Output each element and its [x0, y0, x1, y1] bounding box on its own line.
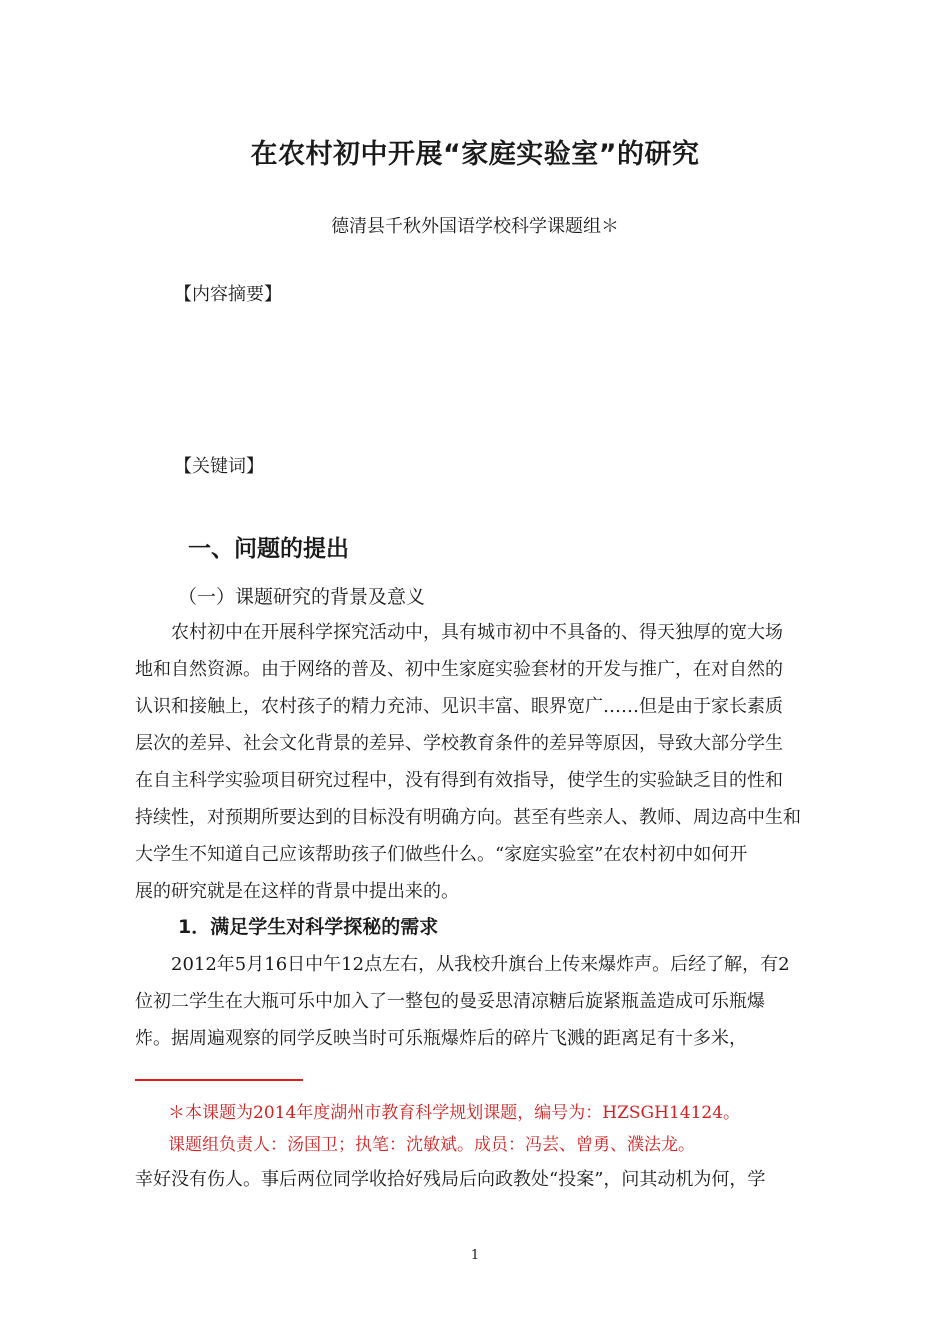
footnote-separator [135, 1079, 303, 1081]
paragraph-line: 展的研究就是在这样的背景中提出来的。 [135, 881, 459, 902]
subsection-heading: （一）课题研究的背景及意义 [178, 586, 426, 608]
paragraph-line: 地和自然资源。由于网络的普及、初中生家庭实验套材的开发与推广，在对自然的 [135, 659, 783, 680]
footnote-line: 课题组负责人：汤国卫；执笔：沈敏斌。成员：冯芸、曾勇、濮法龙。 [168, 1135, 695, 1155]
paragraph-line: 位初二学生在大瓶可乐中加入了一整包的曼妥思清凉糖后旋紧瓶盖造成可乐瓶爆 [135, 991, 765, 1012]
page-number: 1 [470, 1248, 480, 1263]
paragraph-line: 农村初中在开展科学探究活动中，具有城市初中不具备的、得天独厚的宽大场 [135, 622, 783, 643]
paragraph-line: 持续性，对预期所要达到的目标没有明确方向。甚至有些亲人、教师、周边高中生和 [135, 807, 801, 828]
abstract-label: 【内容摘要】 [174, 284, 282, 305]
paragraph-line: 在自主科学实验项目研究过程中，没有得到有效指导，使学生的实验缺乏目的性和 [135, 770, 783, 791]
document-title: 在农村初中开展“家庭实验室”的研究 [250, 139, 700, 170]
paragraph-line: 炸。据周遍观察的同学反映当时可乐瓶爆炸后的碎片飞溅的距离足有十多米， [135, 1028, 747, 1049]
author-line: 德清县千秋外国语学校科学课题组＊ [331, 216, 619, 237]
footnote-line: ＊本课题为2014年度湖州市教育科学规划课题，编号为：HZSGH14124。 [168, 1103, 741, 1123]
section-heading: 一、问题的提出 [188, 536, 349, 562]
paragraph-line: 2012年5月16日中午12点左右，从我校升旗台上传来爆炸声。后经了解，有2 [135, 954, 790, 975]
paragraph-line: 认识和接触上，农村孩子的精力充沛、见识丰富、眼界宽广……但是由于家长素质 [135, 696, 783, 717]
paragraph-line: 大学生不知道自己应该帮助孩子们做些什么。“家庭实验室”在农村初中如何开 [135, 844, 748, 865]
point-heading: 1．满足学生对科学探秘的需求 [178, 916, 439, 938]
keywords-label: 【关键词】 [174, 456, 264, 477]
continuation-line: 幸好没有伤人。事后两位同学收拾好残局后向政教处“投案”，问其动机为何，学 [135, 1169, 766, 1190]
paragraph-line: 层次的差异、社会文化背景的差异、学校教育条件的差异等原因，导致大部分学生 [135, 733, 783, 754]
